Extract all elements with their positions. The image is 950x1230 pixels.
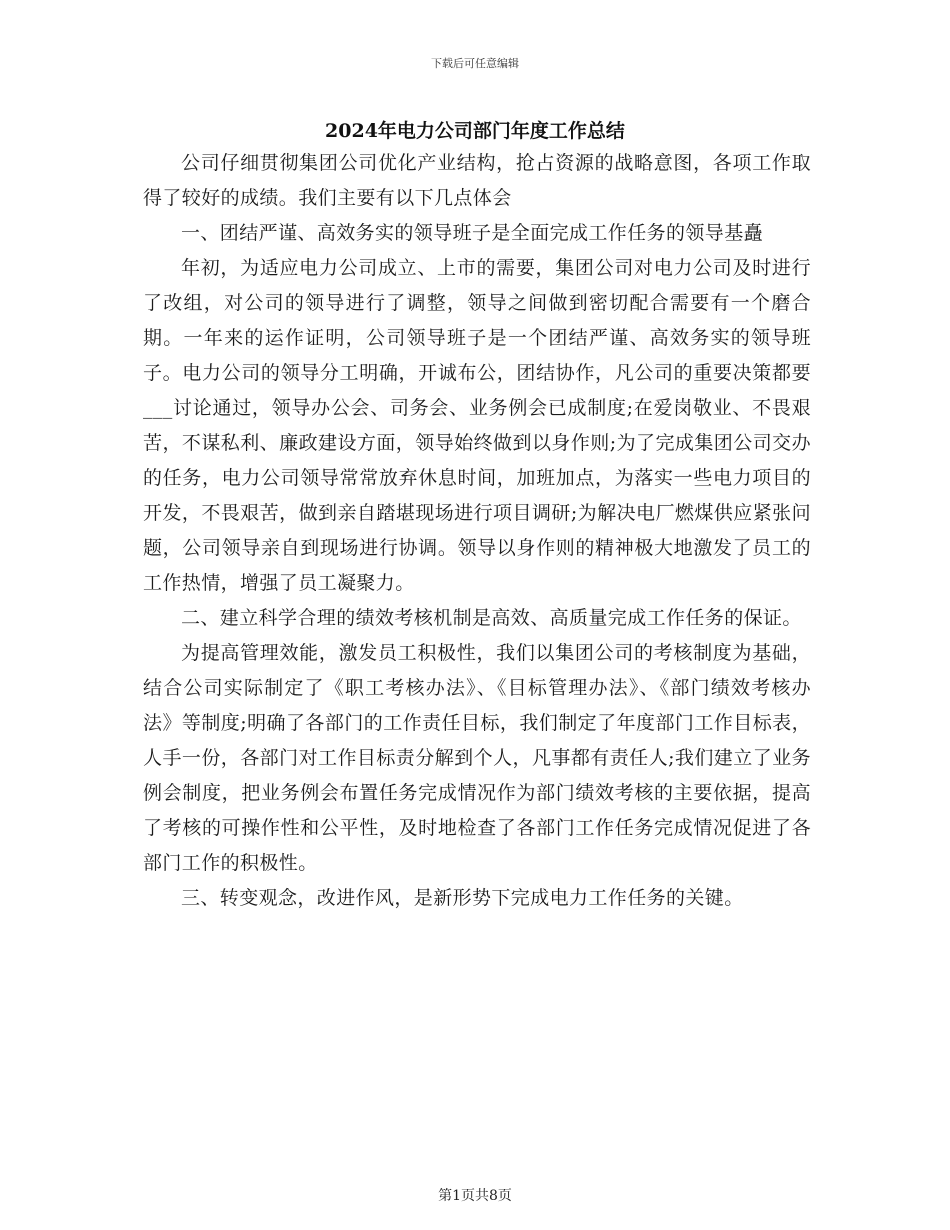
paragraph-heading-3: 三、转变观念，改进作风，是新形势下完成电力工作任务的关键。	[181, 887, 744, 909]
paragraph-leadership: 年初，为适应电力公司成立、上市的需要，集团公司对电力公司及时进行了改组，对公司的领导进行了调整，领导之间做到密切配合需要有一个磨合期。一年来的运作证明，公司领导班子是一个团结严谨、高效务实的领导班子。电力公司的领导分工明确，开诚布公，团结协作，凡公司的重要决策都要___讨论通过，领导办公会、司务会、业务例会已成制度;在爱岗敬业、不畏艰苦，不谋私利、廉政建设方面，领导始终做到以身作则;为了完成集团公司交办的任务，电力公司领导常常放弃休息时间，加班加点，为落实一些电力项目的开发，不畏艰苦，做到亲自踏堪现场进行项目调研;为解决电厂燃煤供应紧张问题，公司领导亲自到现场进行协调。领导以身作则的精神极大地激发了员工的工作热情，增强了员工凝聚力。	[143, 257, 811, 594]
page-header-note: 下载后可任意编辑	[431, 57, 519, 70]
paragraph-assessment: 为提高管理效能，激发员工积极性，我们以集团公司的考核制度为基础，结合公司实际制定了《职工考核办法》、《目标管理办法》、《部门绩效考核办法》等制度;明确了各部门的工作责任目标，我们制定了年度部门工作目标表，人手一份，各部门对工作目标责分解到个人，凡事都有责任人;我们建立了业务例会制度，把业务例会布置任务完成情况作为部门绩效考核的主要依据，提高了考核的可操作性和公平性，及时地检查了各部门工作任务完成情况促进了各部门工作的积极性。	[143, 642, 811, 874]
document-title: 2024年电力公司部门年度工作总结	[325, 120, 625, 142]
page-footer-number: 第1页共8页	[438, 1188, 512, 1204]
paragraph-heading-2: 二、建立科学合理的绩效考核机制是高效、高质量完成工作任务的保证。	[181, 607, 802, 629]
paragraph-intro: 公司仔细贯彻集团公司优化产业结构，抢占资源的战略意图，各项工作取得了较好的成绩。我们主要有以下几点体会	[143, 152, 811, 209]
paragraph-heading-1: 一、团结严谨、高效务实的领导班子是全面完成工作任务的领导基矗	[181, 222, 764, 244]
document-body	[143, 146, 811, 916]
